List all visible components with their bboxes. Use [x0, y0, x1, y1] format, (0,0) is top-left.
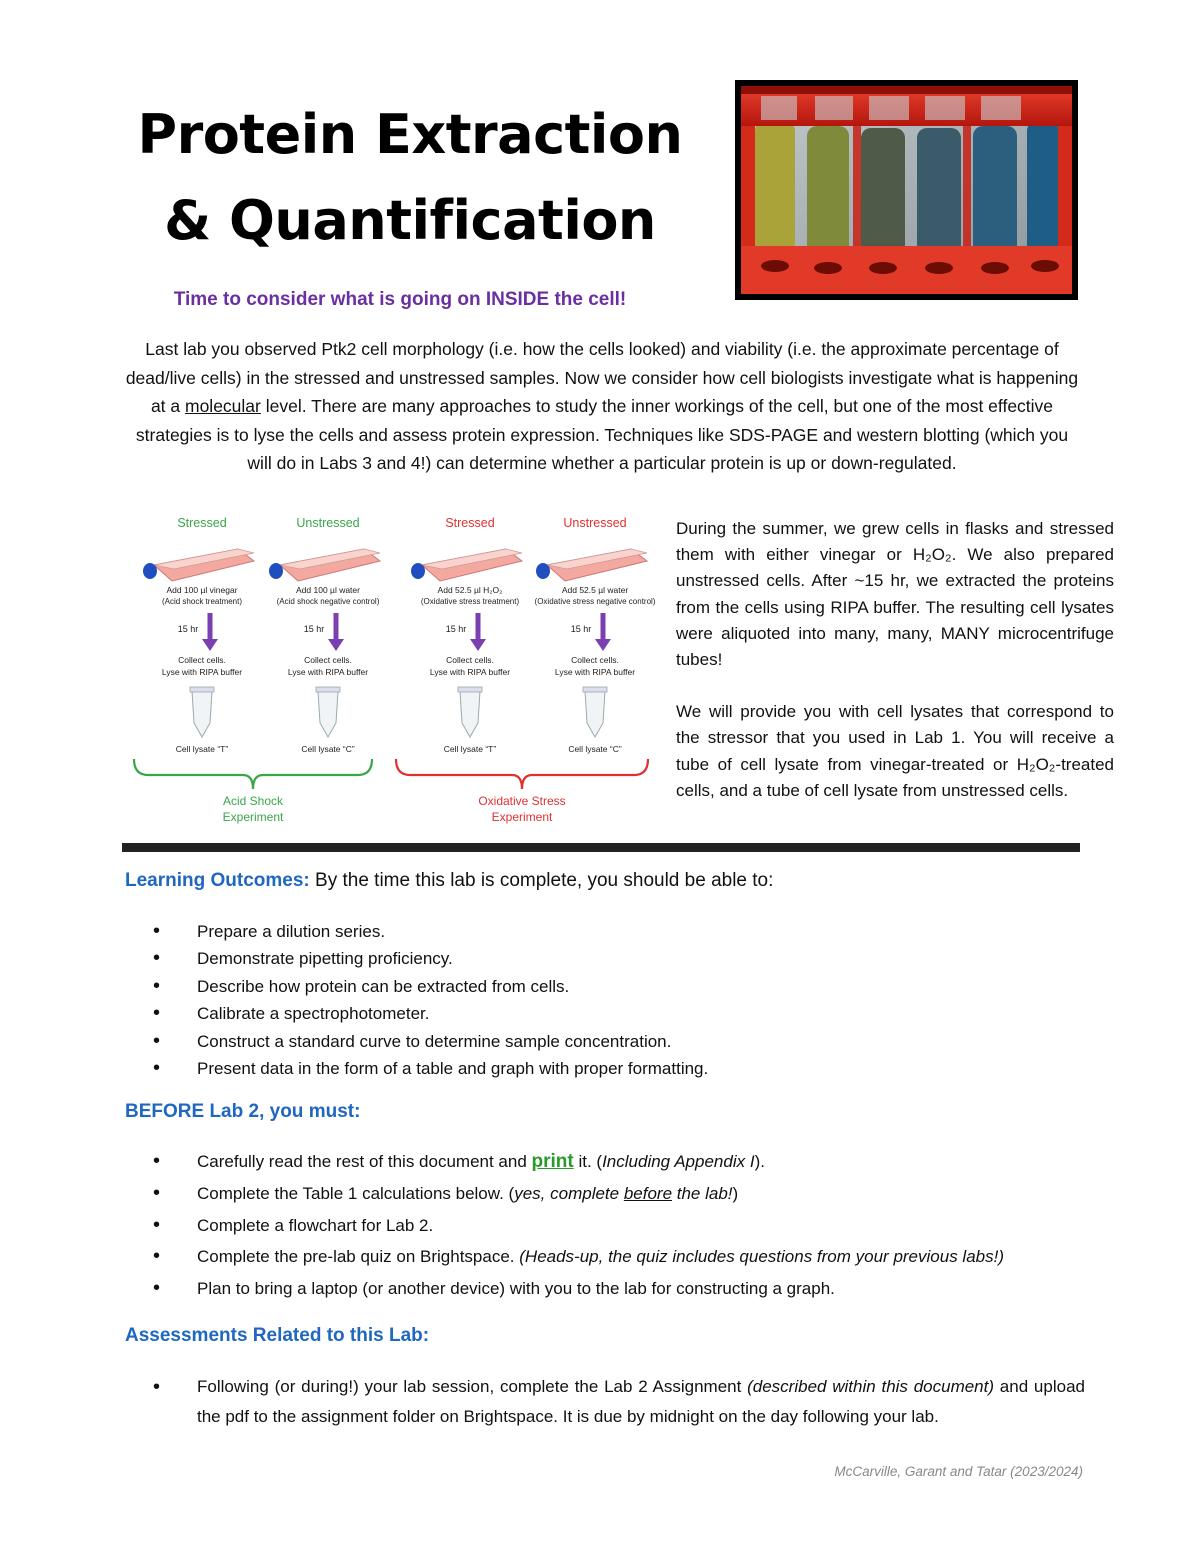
treatment-label: Add 100 µl water — [296, 585, 360, 595]
text: ) — [732, 1183, 739, 1203]
before-lab-heading: BEFORE Lab 2, you must: — [125, 1101, 361, 1122]
treatment-sublabel: (Acid shock negative control) — [276, 597, 380, 606]
footer-credit: McCarville, Garant and Tatar (2023/2024) — [834, 1464, 1083, 1479]
microcentrifuge-tube-icon — [585, 691, 605, 737]
lyse-label: Lyse with RIPA buffer — [429, 667, 511, 677]
column-header: Stressed — [445, 516, 495, 530]
before-emphasis: before — [623, 1183, 673, 1203]
experiment-diagram-svg — [120, 505, 660, 830]
text: it. ( — [573, 1152, 603, 1171]
arrow-head-icon — [470, 639, 486, 651]
intro-text-2: level. There are many approaches to study the inner workings of the cell, but one of the most effective strategies is to lyse the cells and assess protein expression. Techniques like SDS-PAGE and western blotting (which you will do in Labs 3 and 4!) can determine whether a particular protein is up or down-regulated. — [135, 396, 1069, 474]
tube-lid-icon — [583, 687, 607, 692]
learning-outcomes-list — [125, 918, 1085, 1082]
text: (described within this document) — [747, 1377, 995, 1396]
title-line-1: Protein Extraction — [137, 103, 683, 166]
side-paragraph-1: During the summer, we grew cells in flasks and stressed them with either vinegar or H₂O₂. We also prepared unstressed cells. After ~15 hr, we extracted the proteins from the cells using RIPA buffer. The resulting cell lysates were aliquoted into many, many, MANY microcentrifuge tubes! — [676, 519, 1114, 670]
group-label-line-2: Experiment — [222, 810, 284, 824]
learning-outcomes-intro: By the time this lab is complete, you should be able to: — [309, 870, 774, 891]
flask-cap-icon — [411, 563, 425, 579]
intro-paragraph — [122, 335, 1082, 478]
title-line-2: & Quantification — [164, 189, 656, 252]
learning-outcomes-heading — [125, 870, 1085, 892]
side-paragraph-2: We will provide you with cell lysates that correspond to the stressor that you used in Lab 1. You will receive a tube of cell lysate from vinegar-treated or H₂O₂-treated cells, and a tube of cell lysate from unstressed cells. — [676, 702, 1114, 800]
flask-cap-icon — [536, 563, 550, 579]
group-label-line-1: Oxidative Stress — [478, 794, 566, 808]
column-header: Stressed — [177, 516, 227, 530]
intro-text-1: Last lab you observed Ptk2 cell morphology (i.e. how the cells looked) and viability (i.e. the approximate percentage of dead/live cells) in the stressed and unstressed samples. Now we consider how cell biologists investigate what is happening at a — [125, 339, 1079, 417]
arrow-head-icon — [202, 639, 218, 651]
learning-outcomes-label: Learning Outcomes: — [125, 870, 310, 891]
treatment-sublabel: (Oxidative stress negative control) — [534, 597, 656, 606]
list-item — [125, 1146, 1085, 1178]
text: Following (or during!) your lab session, complete the Lab 2 Assignment — [197, 1377, 748, 1396]
list-item: • Prepare a dilution series. — [125, 918, 1085, 945]
list-item: • Present data in the form of a table and graph with proper formatting. — [125, 1055, 1085, 1082]
time-label: 15 hr — [177, 624, 199, 634]
text: the lab! — [672, 1183, 733, 1203]
column-header: Unstressed — [563, 516, 627, 530]
test-tube-rack-photo — [735, 80, 1078, 300]
column-header: Unstressed — [296, 516, 360, 530]
list-item: • Plan to bring a laptop (or another device) with you to the lab for constructing a graph. — [125, 1273, 1085, 1305]
collect-label: Collect cells. — [178, 655, 226, 665]
tube-lid-icon — [190, 687, 214, 692]
treatment-sublabel: (Acid shock treatment) — [161, 597, 243, 606]
treatment-label: Add 100 µl vinegar — [166, 585, 238, 595]
collect-label: Collect cells. — [446, 655, 494, 665]
text: Carefully read the rest of this document and — [197, 1152, 532, 1171]
text: and upload the pdf to the assignment folder on Brightspace. It is due by midnight on the day following your lab. — [197, 1377, 1085, 1426]
subtitle: Time to consider what is going on INSIDE the cell! — [173, 289, 627, 310]
lyse-label: Lyse with RIPA buffer — [161, 667, 243, 677]
tube-lid-icon — [316, 687, 340, 692]
list-item: • Calibrate a spectrophotometer. — [125, 1000, 1085, 1027]
list-item: • Complete a flowchart for Lab 2. — [125, 1210, 1085, 1242]
flask-cap-icon — [143, 563, 157, 579]
text: ). — [754, 1152, 765, 1171]
list-item — [125, 1372, 1085, 1432]
tube-lid-icon — [458, 687, 482, 692]
lysate-label: Cell lysate “T” — [443, 744, 497, 754]
collect-label: Collect cells. — [571, 655, 619, 665]
text: yes, complete — [514, 1183, 624, 1203]
arrow-head-icon — [595, 639, 611, 651]
microcentrifuge-tube-icon — [192, 691, 212, 737]
time-label: 15 hr — [445, 624, 467, 634]
assessments-list — [125, 1372, 1085, 1432]
treatment-sublabel: (Oxidative stress treatment) — [420, 597, 520, 606]
flask-cap-icon — [269, 563, 283, 579]
intro-underlined-word: molecular — [185, 396, 261, 417]
group-brace — [396, 759, 648, 789]
lyse-label: Lyse with RIPA buffer — [554, 667, 636, 677]
microcentrifuge-tube-icon — [460, 691, 480, 737]
treatment-label: Add 52.5 µl H₂O₂ — [437, 585, 503, 595]
assessments-heading: Assessments Related to this Lab: — [125, 1325, 430, 1346]
list-item: • Construct a standard curve to determine sample concentration. — [125, 1028, 1085, 1055]
group-label-line-1: Acid Shock — [222, 794, 284, 808]
time-label: 15 hr — [570, 624, 592, 634]
treatment-label: Add 52.5 µl water — [561, 585, 629, 595]
group-brace — [134, 759, 372, 789]
lysate-label: Cell lysate “T” — [175, 744, 229, 754]
text: Complete the Table 1 calculations below. ( — [197, 1183, 515, 1203]
list-item: • Describe how protein can be extracted from cells. — [125, 973, 1085, 1000]
page-title — [120, 92, 700, 264]
side-text — [676, 516, 1114, 830]
collect-label: Collect cells. — [304, 655, 352, 665]
lysate-label: Cell lysate “C” — [301, 744, 355, 754]
section-divider — [122, 843, 1080, 852]
test-tube-rack-illustration — [741, 86, 1072, 294]
text: Complete the pre-lab quiz on Brightspace. — [197, 1247, 520, 1267]
list-item — [125, 1178, 1085, 1210]
before-lab-list — [125, 1146, 1085, 1305]
list-item — [125, 1241, 1085, 1273]
arrow-head-icon — [328, 639, 344, 651]
quiz-note: (Heads-up, the quiz includes questions from your previous labs!) — [519, 1247, 1004, 1267]
appendix-ref: Including Appendix I — [602, 1152, 755, 1171]
list-item: • Demonstrate pipetting proficiency. — [125, 945, 1085, 972]
experiment-diagram — [120, 505, 660, 830]
lysate-label: Cell lysate “C” — [568, 744, 622, 754]
microcentrifuge-tube-icon — [318, 691, 338, 737]
time-label: 15 hr — [303, 624, 325, 634]
print-emphasis: print — [531, 1151, 574, 1172]
group-label-line-2: Experiment — [491, 810, 553, 824]
lyse-label: Lyse with RIPA buffer — [287, 667, 369, 677]
